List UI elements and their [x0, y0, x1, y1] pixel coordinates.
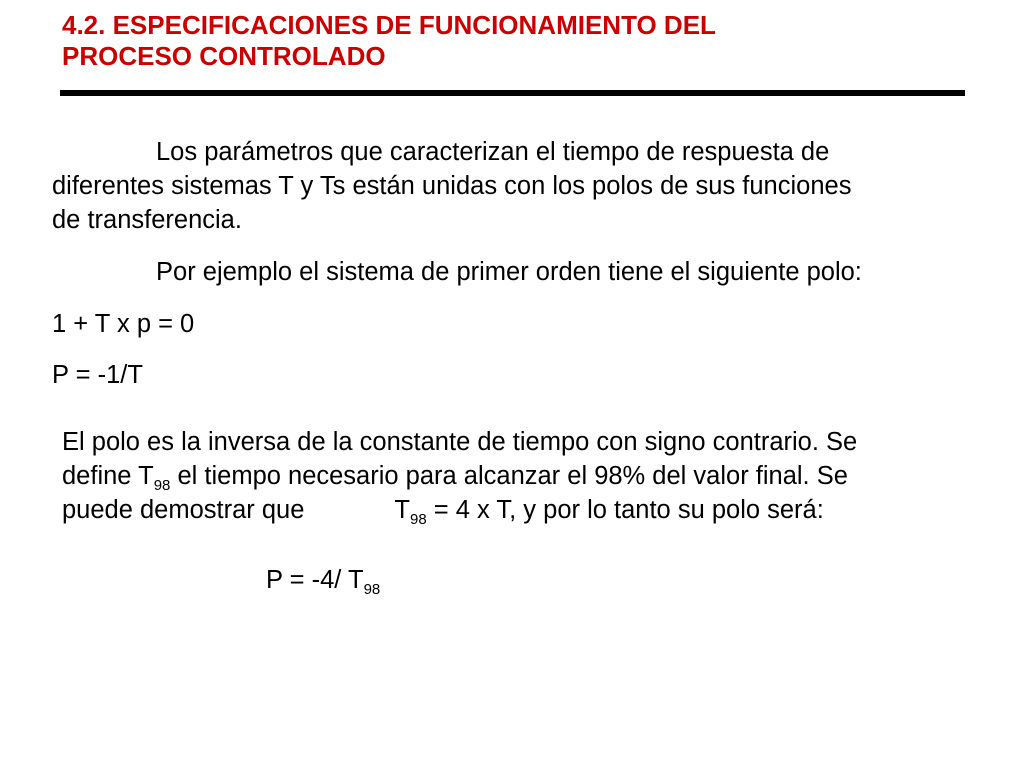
paragraph-1-line-1: Los parámetros que caracterizan el tiempo de respuesta de — [156, 138, 830, 166]
paragraph-2-text: Por ejemplo el sistema de primer orden tiene el siguiente polo: — [156, 258, 862, 286]
equation-3-pre: P = -4/ T — [266, 566, 364, 594]
equation-characteristic — [52, 307, 194, 341]
subscript-98: 98 — [153, 477, 171, 494]
paragraph-3-line-3-pre: puede demostrar que — [62, 496, 305, 524]
slide-title-line-1: 4.2. ESPECIFICACIONES DE FUNCIONAMIENTO DEL — [62, 10, 716, 40]
paragraph-pole-inverse — [62, 425, 857, 527]
subscript-98: 98 — [410, 511, 427, 528]
paragraph-3-line-3 — [62, 493, 857, 527]
paragraph-3-line-2 — [62, 459, 857, 493]
paragraph-3-line-1: El polo es la inversa de la constante de tiempo con signo contrario. Se — [62, 428, 858, 456]
paragraph-parameters-intro — [52, 135, 851, 237]
paragraph-1-line-3: de transferencia. — [52, 206, 242, 234]
subscript-98: 98 — [363, 581, 381, 598]
paragraph-3-line-3-post: = 4 x T, y por lo tanto su polo será: — [426, 496, 824, 524]
paragraph-first-order-example — [52, 255, 862, 289]
title-underline-divider — [60, 90, 965, 96]
paragraph-3-line-2-pre: define T — [62, 462, 154, 490]
equation-pole — [52, 358, 143, 392]
paragraph-1-line-2: diferentes sistemas T y Ts están unidas con los polos de sus funciones — [52, 172, 852, 200]
equation-pole-t98 — [266, 563, 380, 597]
equation-1-text: 1 + T x p = 0 — [52, 310, 195, 338]
slide-title — [62, 10, 942, 72]
paragraph-3-line-2-post: el tiempo necesario para alcanzar el 98% del valor final. Se — [170, 462, 848, 490]
paragraph-3-line-3-t: T — [394, 496, 410, 524]
slide-title-line-2: PROCESO CONTROLADO — [62, 41, 386, 71]
equation-2-text: P = -1/T — [52, 361, 143, 389]
